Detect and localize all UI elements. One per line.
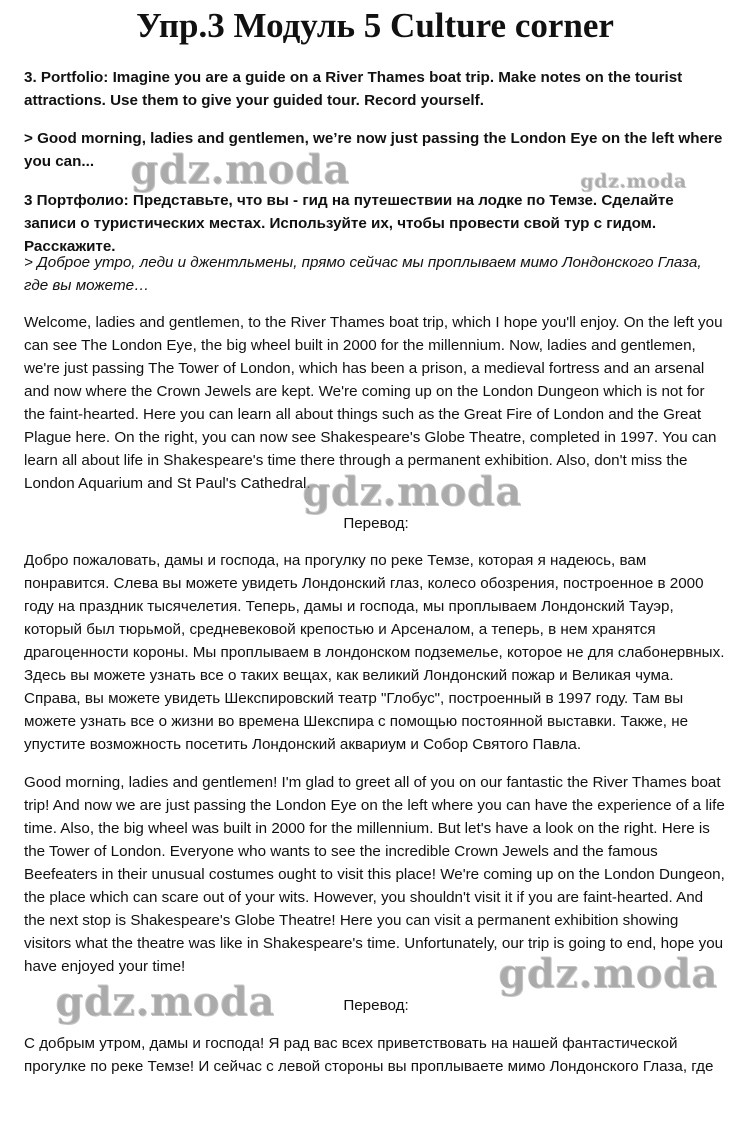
task-english: 3. Portfolio: Imagine you are a guide on a River Thames boat trip. Make notes on the tourist attractions. Use them to give your guided tour. Record yourself. (24, 69, 683, 109)
watermark-logo-left: gdz.moda (55, 978, 275, 1025)
answer-1-english: Welcome, ladies and gentlemen, to the River Thames boat trip, which I hope you'll enjoy. On the left you can see The London Eye, the big wheel built in 2000 for the millennium. Now, ladies and gentlemen, we're just passing The Tower of London, which has been a prison, a medieval fortress and an arsenal and now where the Crown Jewels are kept. We're coming up on the London Dungeon which is not for the faint-hearted. Here you can learn all about things such as the Great Fire of London and the Great Plague here. On the right, you can now see Shakespeare's Globe Theatre, completed in 1997. You can learn all about life in Shakespeare's time there through a permanent exhibition. Also, don't miss the London Aquarium and St Paul's Cathedral. (24, 314, 723, 492)
translation-label-1: Перевод: (343, 515, 409, 532)
answer-2-russian-start: С добрым утром, дамы и господа! Я рад вас всех приветствовать на нашей фантастической прогулке по реке Темзе! И сейчас с левой стороны вы проплываете мимо Лондонского Глаза, где (24, 1035, 714, 1075)
task-russian: 3 Портфолио: Представьте, что вы - гид на путешествии на лодке по Темзе. Сделайте записи о туристических местах. Используйте их, чтобы провести свой тур с гидом. Расскажите. (24, 192, 674, 255)
watermark-logo-center: gdz.moda (302, 468, 522, 515)
watermark-logo-small: gdz.moda (580, 170, 687, 192)
example-english: > Good morning, ladies and gentlemen, we’re now just passing the London Eye on the left where you can... (24, 130, 723, 170)
example-russian: > Доброе утро, леди и джентльмены, прямо сейчас мы проплываем мимо Лондонского Глаза, где вы можете… (24, 254, 702, 294)
watermark-logo: gdz.moda (130, 146, 350, 193)
answer-1-russian: Добро пожаловать, дамы и господа, на прогулку по реке Темзе, которая я надеюсь, вам понравится. Слева вы можете увидеть Лондонский глаз, колесо обозрения, построенное в 2000 году на праздник тысячелетия. Теперь, дамы и господа, мы проплываем Лондонский Тауэр, который был тюрьмой, средневековой крепостью и Арсеналом, а теперь, в нем хранятся драгоценности короны. Мы проплываем в лондонском подземелье, которое не для слабонервных. Здесь вы можете узнать все о таких вещах, как великий Лондонский пожар и Великая чума. Справа, вы можете увидеть Шекспировский театр "Глобус", построенный в 1997 году. Там вы можете узнать все о жизни во времена Шекспира с помощью постоянной выставки. Также, не упустите возможность посетить Лондонский аквариум и Собор Святого Павла. (24, 552, 725, 753)
page-title: Упр.3 Модуль 5 Culture corner (136, 6, 614, 45)
answer-2-english: Good morning, ladies and gentlemen! I'm glad to greet all of you on our fantastic the River Thames boat trip! And now we are just passing the London Eye on the left where you can have the experience of a life time. Also, the big wheel was built in 2000 for the millennium. But let's have a look on the right. Here is the Tower of London. Everyone who wants to see the incredible Crown Jewels and the famous Beefeaters in their unusual costumes ought to visit this place! We're coming up on the London Dungeon, the place which can scare out of your wits. However, you shouldn't visit it if you are faint-hearted. And the next stop is Shakespeare's Globe Theatre! Here you can visit a permanent exhibition showing visitors what the theatre was like in Shakespeare's time. Unfortunately, our trip is going to end, hope you have enjoyed your time! (24, 774, 725, 975)
watermark-logo-right: gdz.moda (498, 950, 718, 997)
translation-label-2: Перевод: (343, 997, 409, 1014)
